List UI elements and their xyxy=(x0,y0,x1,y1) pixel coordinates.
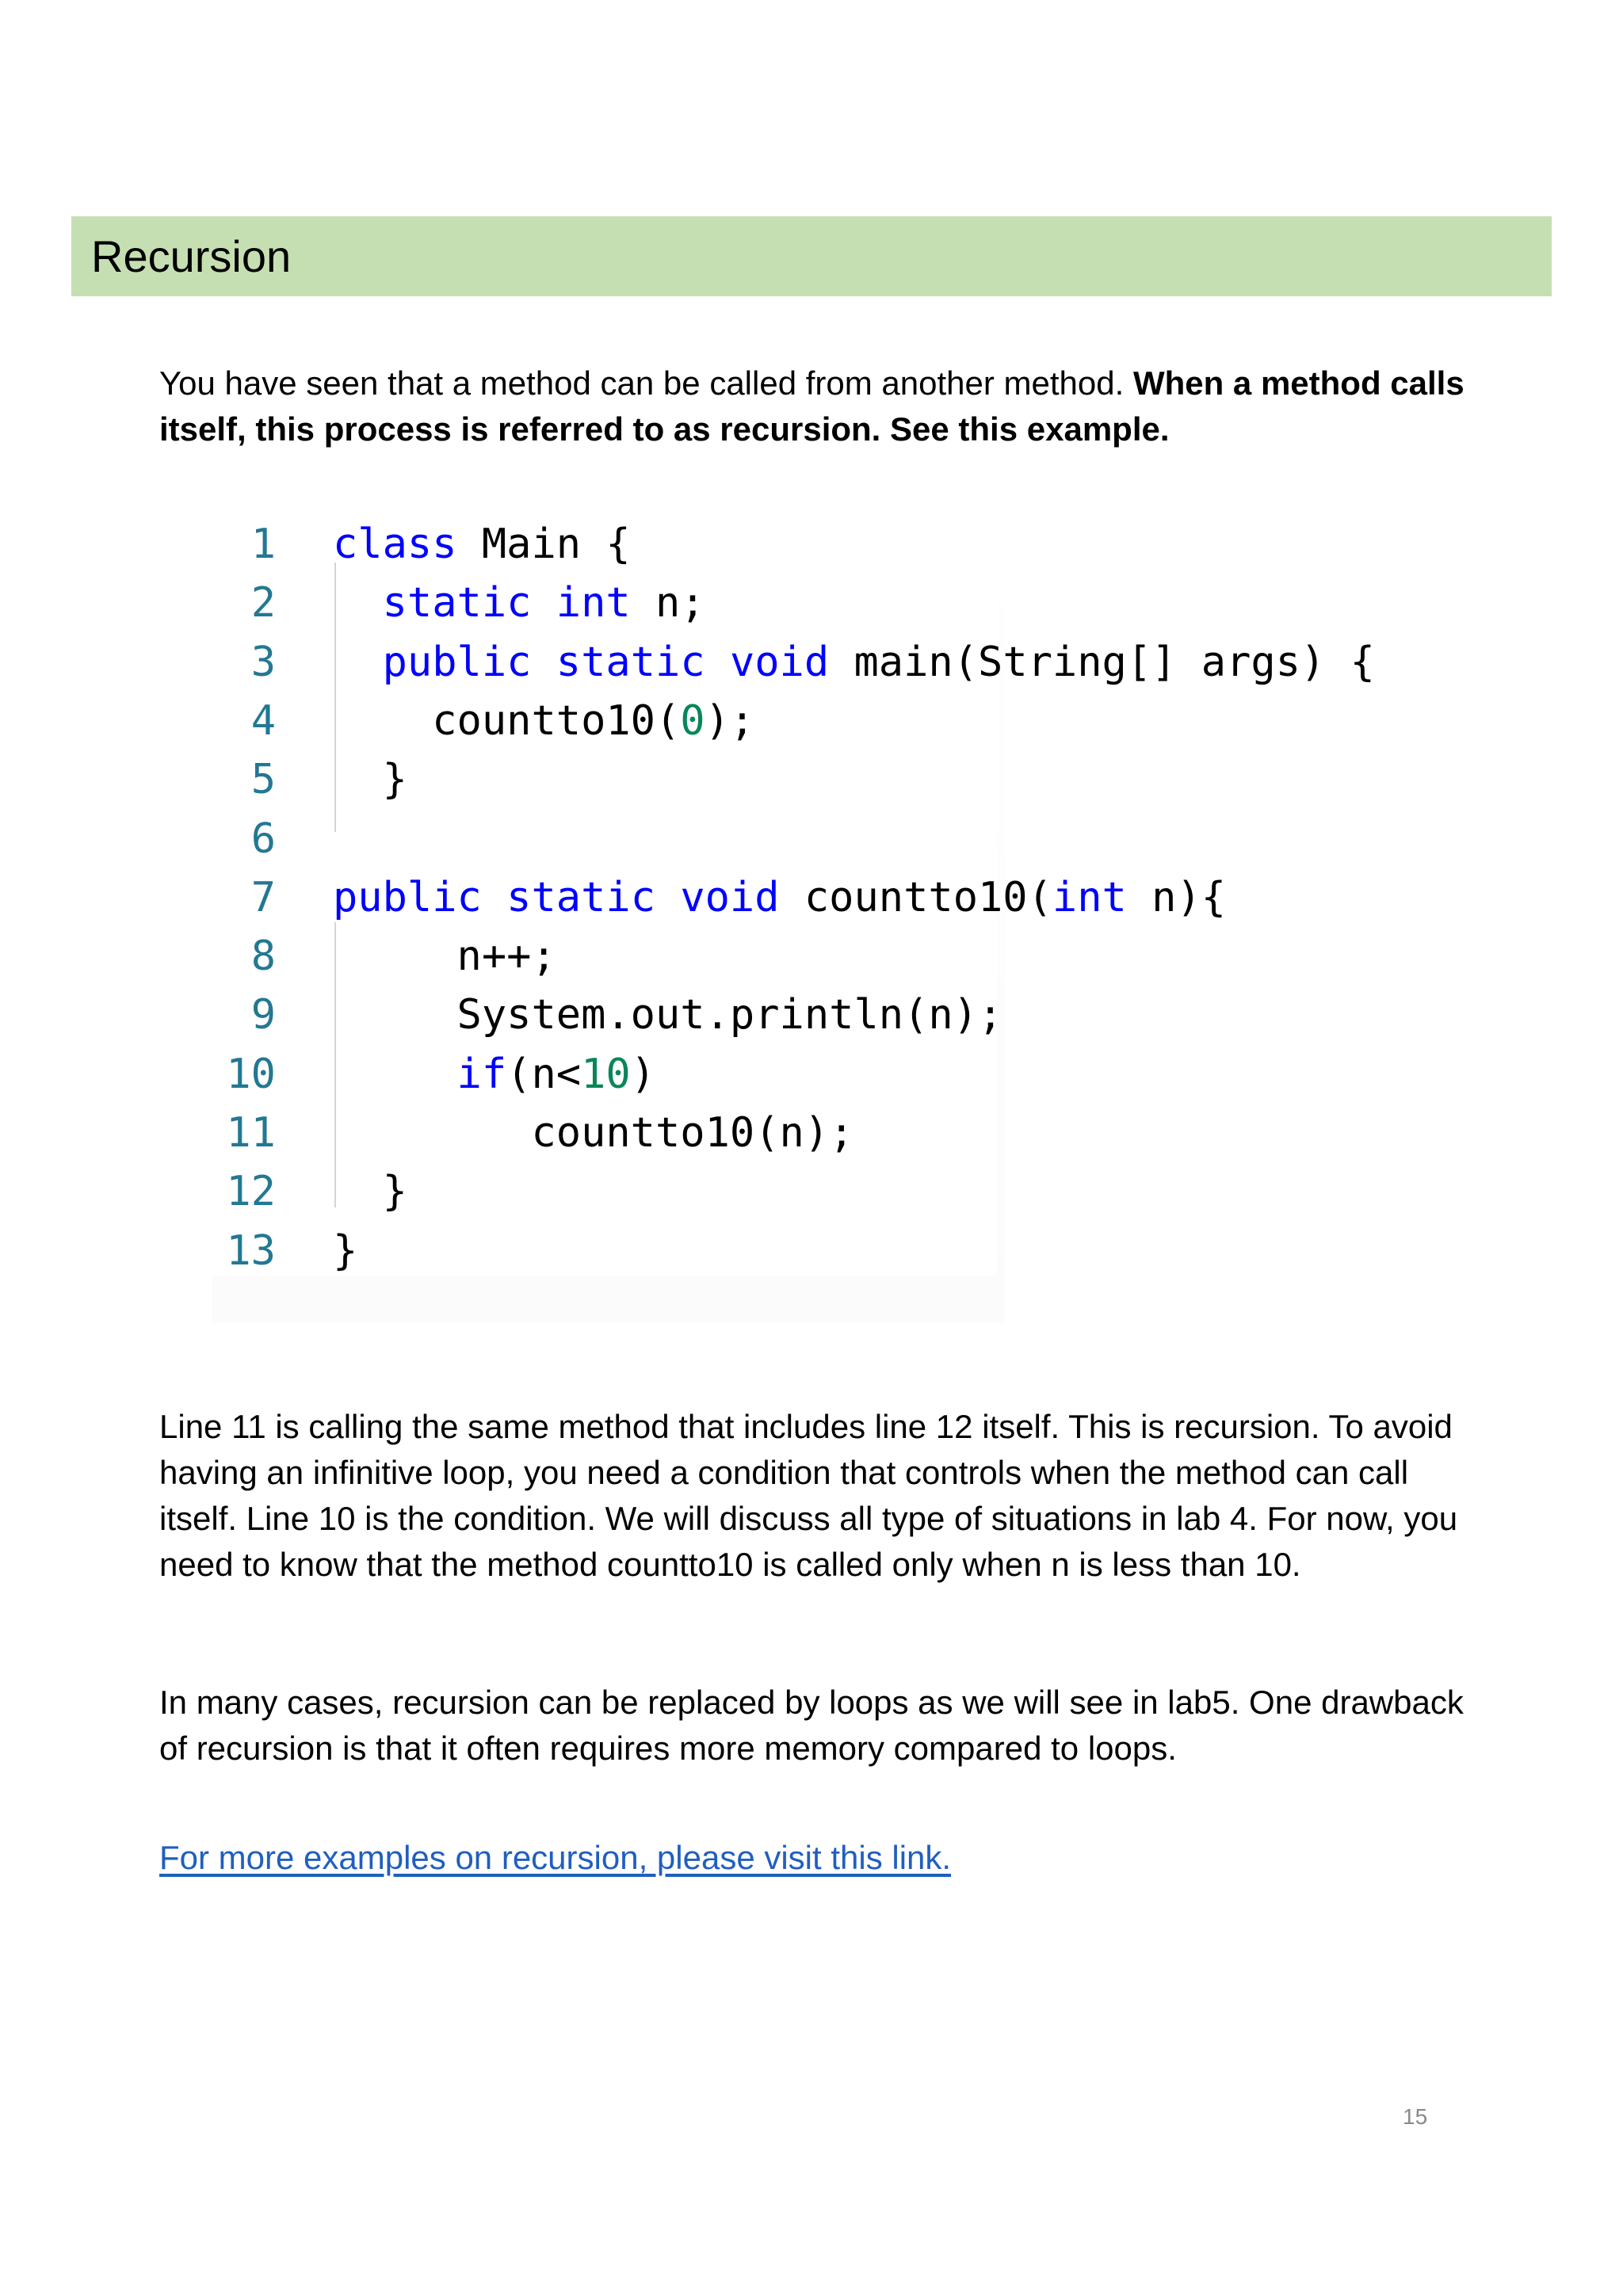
code-line xyxy=(212,1222,997,1280)
code-text xyxy=(333,1051,457,1098)
line-number: 13 xyxy=(226,1226,276,1275)
code-text xyxy=(333,639,383,686)
line-code xyxy=(333,927,556,986)
link-paragraph xyxy=(159,1835,1491,1881)
line-code xyxy=(333,1162,407,1221)
code-keyword: public xyxy=(382,638,532,686)
line-number: 4 xyxy=(250,696,276,745)
code-line xyxy=(212,868,1227,927)
code-line xyxy=(212,810,997,868)
code-text xyxy=(333,579,383,627)
line-code xyxy=(333,1222,357,1280)
code-keyword: void xyxy=(729,638,830,686)
code-keyword: static xyxy=(382,579,532,627)
code-text: ); xyxy=(705,696,755,745)
line-number: 12 xyxy=(226,1168,276,1216)
code-line xyxy=(212,633,1375,692)
code-keyword: static xyxy=(556,638,705,686)
code-text: n++; xyxy=(333,933,556,981)
code-text: countto10(n); xyxy=(333,1109,854,1157)
section-heading: Recursion xyxy=(91,231,292,281)
code-keyword: int xyxy=(556,579,631,627)
more-examples-link[interactable]: For more examples on recursion, please visit this link. xyxy=(159,1839,952,1876)
code-text xyxy=(482,874,506,921)
line-code xyxy=(333,868,1226,927)
code-text xyxy=(705,639,730,686)
code-text: ) xyxy=(630,1050,656,1098)
code-listing xyxy=(212,515,1375,1276)
code-text: } xyxy=(333,1226,358,1275)
intro-paragraph xyxy=(159,360,1491,452)
line-code xyxy=(333,633,1375,692)
line-code xyxy=(333,692,754,750)
line-number: 6 xyxy=(250,814,276,863)
code-text: n; xyxy=(630,579,705,627)
code-keyword: if xyxy=(456,1050,507,1098)
code-text: } xyxy=(333,1168,407,1216)
code-text xyxy=(531,639,556,686)
code-line xyxy=(212,927,997,986)
intro-plain-text: You have seen that a method can be called from another method. xyxy=(159,364,1133,402)
page-number: 15 xyxy=(1403,2104,1428,2129)
code-keyword: int xyxy=(1052,873,1127,921)
intro-bold-text: When a method calls itself, this process is referred to as recursion. See this example. xyxy=(159,364,1465,448)
line-number: 5 xyxy=(250,756,276,804)
line-code xyxy=(333,1045,655,1104)
line-number: 11 xyxy=(226,1109,276,1157)
code-number: 0 xyxy=(680,696,705,745)
line-number: 10 xyxy=(226,1050,276,1098)
code-text: } xyxy=(333,756,407,804)
code-keyword: static xyxy=(506,873,655,921)
line-number: 9 xyxy=(250,991,276,1039)
line-number: 7 xyxy=(250,873,276,921)
line-code xyxy=(333,574,705,632)
code-line xyxy=(212,692,997,750)
section-heading-bar xyxy=(71,216,1552,296)
explanation-paragraph: Line 11 is calling the same method that includes line 12 itself. This is recursion. To avoid having an infinitive loop, you need a condition that controls when the method can call itself. Line 10 is the condition. We will discuss all type of situations in lab 4. For now, you need to know that the method countto10 is called only when n is less than 10. xyxy=(159,1408,1458,1583)
code-line xyxy=(212,1104,997,1162)
code-line xyxy=(212,1162,997,1221)
code-line xyxy=(212,986,1003,1044)
code-text: Main { xyxy=(456,521,631,568)
code-text: countto10( xyxy=(333,696,681,745)
code-text xyxy=(655,874,680,921)
code-keyword: public xyxy=(333,873,482,921)
code-keyword: class xyxy=(333,521,457,568)
code-text: main(String[] args) { xyxy=(829,638,1375,686)
code-keyword: void xyxy=(680,873,780,921)
line-code xyxy=(333,986,1002,1044)
code-text: System.out.println(n); xyxy=(333,991,1003,1039)
code-text: n){ xyxy=(1126,873,1227,921)
code-text: (n< xyxy=(506,1050,582,1098)
code-line xyxy=(212,750,997,809)
code-number: 10 xyxy=(581,1050,631,1098)
line-number: 1 xyxy=(250,521,276,568)
code-line xyxy=(212,574,997,632)
code-text xyxy=(531,579,556,627)
line-number: 3 xyxy=(250,638,276,686)
loops-paragraph: In many cases, recursion can be replaced by loops as we will see in lab5. One drawback of recursion is that it often requires more memory compared to loops. xyxy=(159,1684,1464,1767)
code-text: countto10( xyxy=(779,873,1052,921)
line-number: 8 xyxy=(250,933,276,981)
code-line xyxy=(212,515,997,574)
code-line xyxy=(212,1045,997,1104)
line-number: 2 xyxy=(250,579,276,627)
line-code xyxy=(333,1104,854,1162)
line-code xyxy=(333,515,631,574)
line-code xyxy=(333,750,407,809)
